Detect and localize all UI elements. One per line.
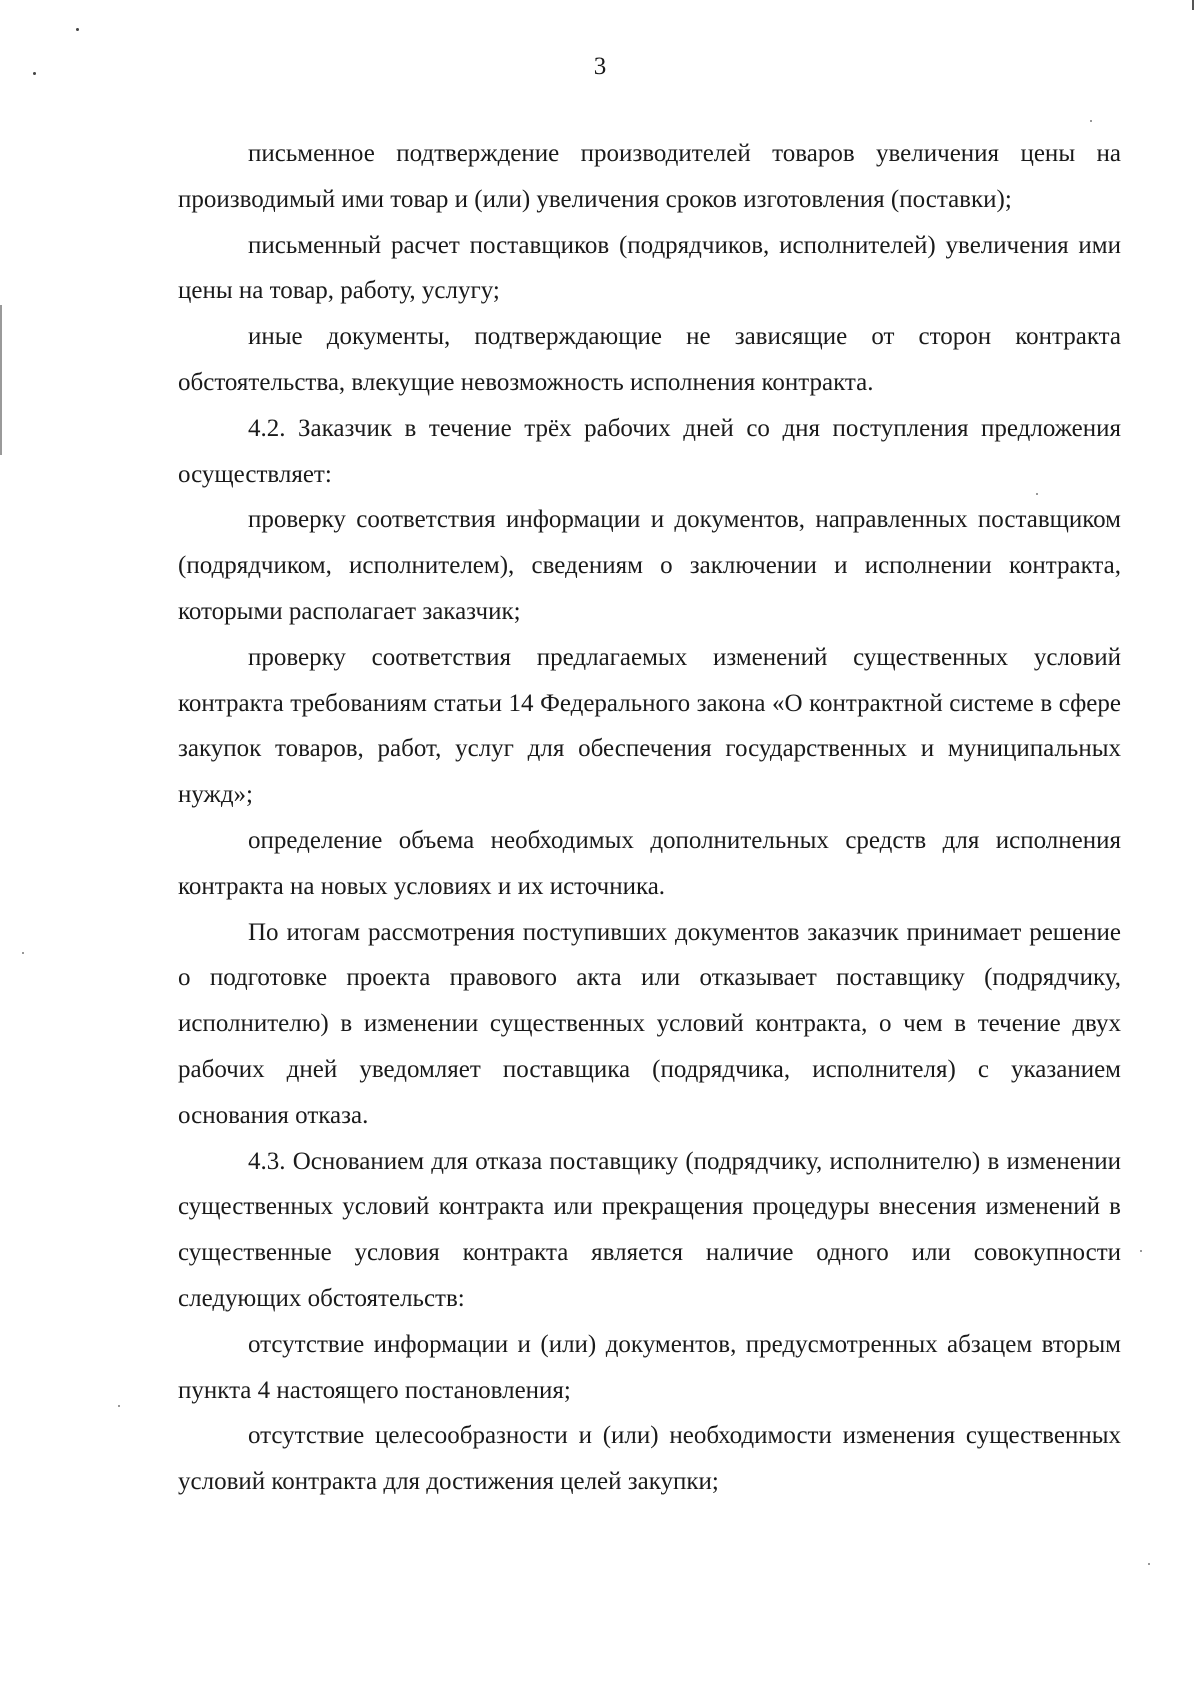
- scan-speck: [118, 1405, 120, 1407]
- scan-speck: [1090, 120, 1092, 122]
- paragraph: проверку соответствия информации и документов, направленных поставщиком (подрядчиком, исполнителем), сведениям о заключении и исполнении контракта, которыми располагает заказчик;: [178, 506, 1121, 625]
- paragraph: отсутствие целесообразности и (или) необходимости изменения существенных условий контракта для достижения целей закупки;: [178, 1422, 1121, 1496]
- scan-edge-line: [0, 305, 2, 455]
- paragraph: письменное подтверждение производителей товаров увеличения цены на производимый ими товар и (или) увеличения сроков изготовления (поставки);: [178, 140, 1121, 213]
- paragraph: отсутствие информации и (или) документов, предусмотренных абзацем вторым пункта 4 настоящего постановления;: [178, 1330, 1121, 1404]
- scan-speck: [76, 28, 79, 31]
- page-number: 3: [593, 53, 607, 80]
- document-body: [178, 131, 1121, 1505]
- paragraph: определение объема необходимых дополнительных средств для исполнения контракта на новых условиях и их источника.: [178, 826, 1121, 900]
- scan-speck: [1140, 1250, 1142, 1252]
- paragraph: 4.2. Заказчик в течение трёх рабочих дней со дня поступления предложения осуществляет:: [178, 414, 1121, 488]
- paragraph: иные документы, подтверждающие не зависящие от сторон контракта обстоятельства, влекущие невозможность исполнения контракта.: [178, 323, 1121, 396]
- paragraph: письменный расчет поставщиков (подрядчиков, исполнителей) увеличения ими цены на товар, работу, услугу;: [178, 231, 1121, 305]
- paragraph: 4.3. Основанием для отказа поставщику (подрядчику, исполнителю) в изменении существенных условий контракта или прекращения процедуры внесения изменений в существенные условия контракта является наличие одного или совокупности следующих обстоятельств:: [178, 1147, 1121, 1312]
- scan-speck: [1148, 1563, 1150, 1565]
- paragraph: проверку соответствия предлагаемых изменений существенных условий контракта требованиям статьи 14 Федерального закона «О контрактной системе в сфере закупок товаров, работ, услуг для обеспечения государственных и муниципальных нужд»;: [178, 643, 1121, 809]
- scan-edge-mark: [1192, 0, 1194, 10]
- scan-speck: [22, 952, 24, 954]
- paragraph: По итогам рассмотрения поступивших документов заказчик принимает решение о подготовке проекта правового акта или отказывает поставщику (подрядчику, исполнителю) в изменении существенных условий контракта, о чем в течение двух рабочих дней уведомляет поставщика (подрядчика, исполнителя) с указанием основания отказа.: [178, 918, 1121, 1129]
